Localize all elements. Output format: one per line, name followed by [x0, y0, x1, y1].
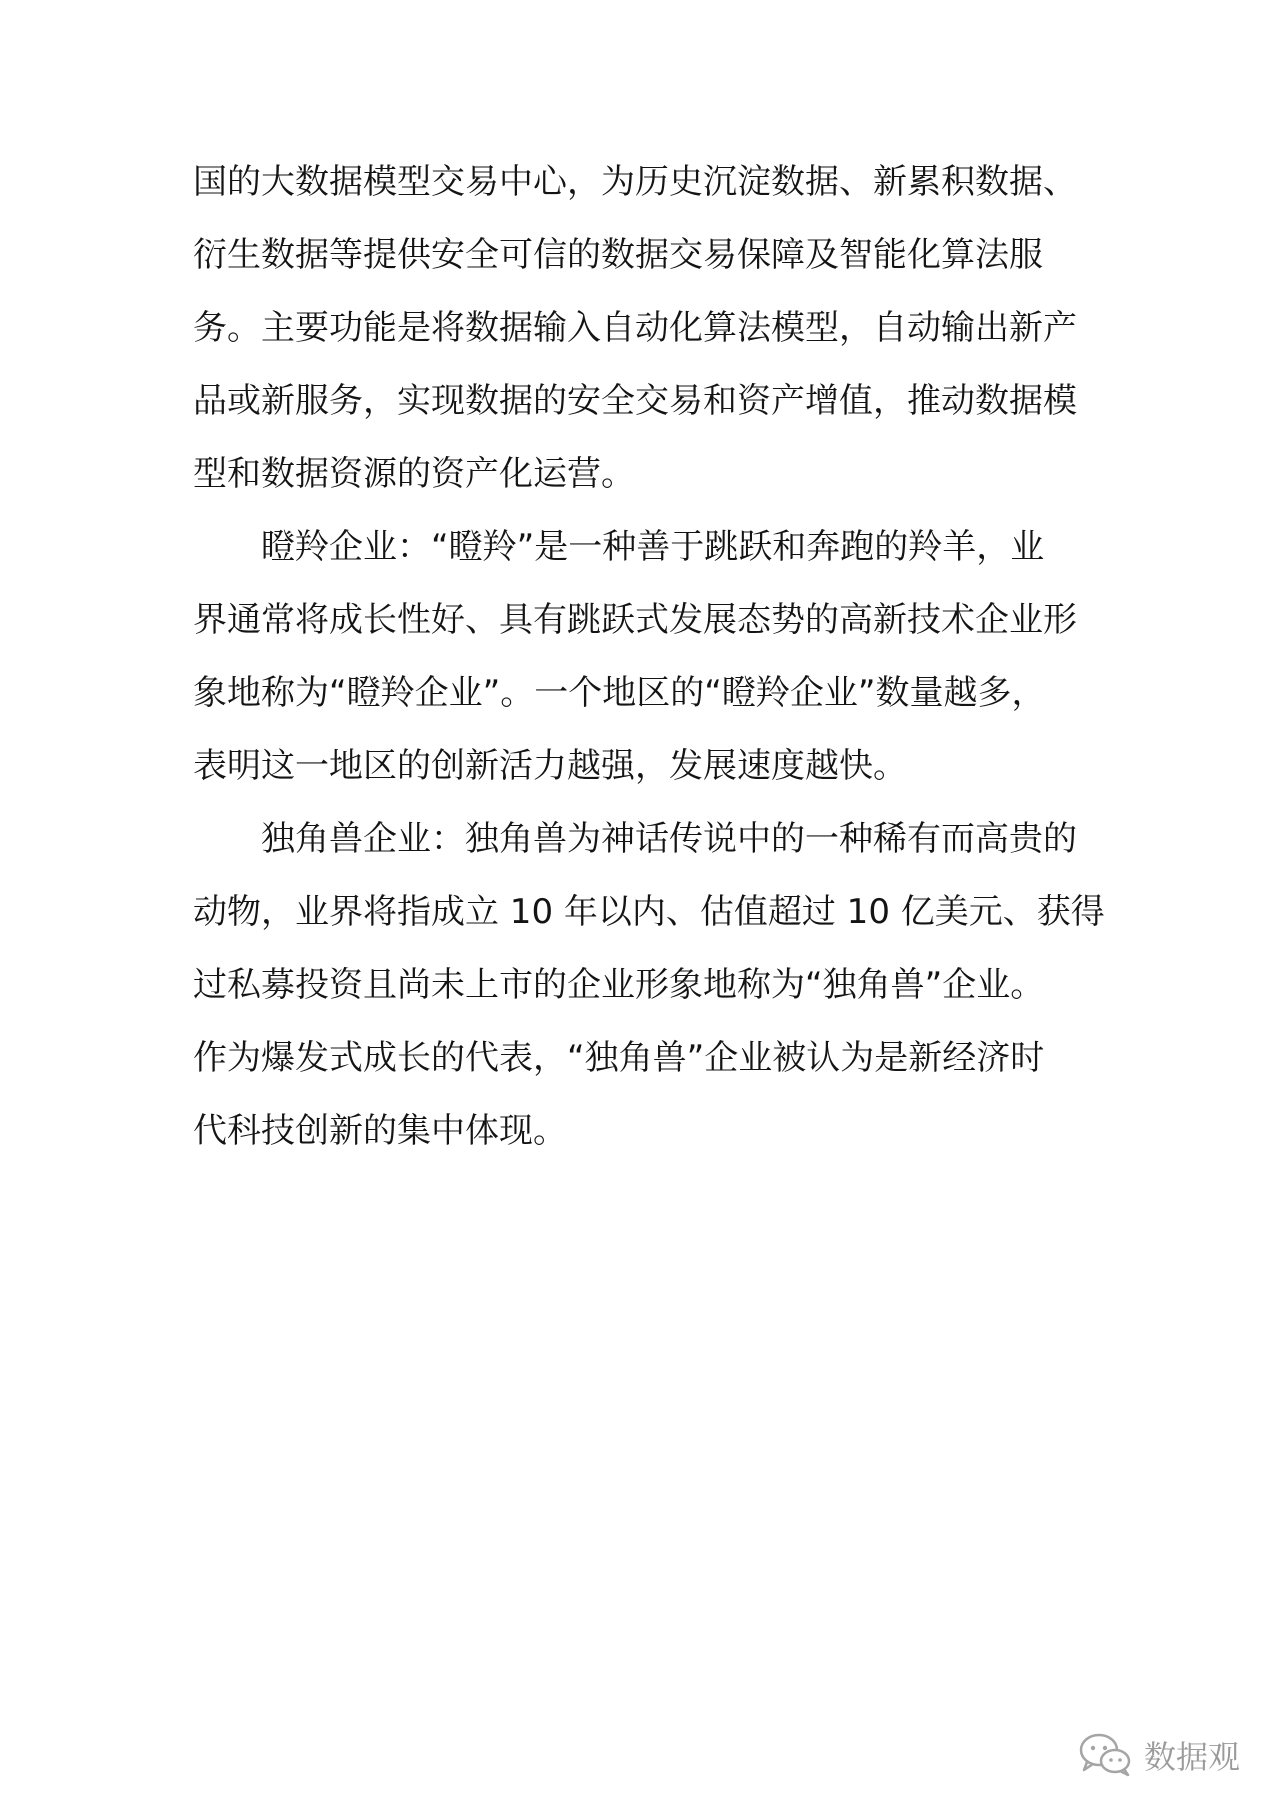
- wechat-icon: [1078, 1731, 1134, 1779]
- text-line: 独角兽企业：独角兽为神话传说中的一种稀有而高贵的: [261, 819, 1077, 859]
- text-line: 国的大数据模型交易中心，为历史沉淀数据、新累积数据、: [193, 162, 1077, 202]
- text-line: 象地称为“瞪羚企业”。一个地区的“瞪羚企业”数量越多，: [193, 673, 1046, 713]
- text-line: 型和数据资源的资产化运营。: [193, 454, 635, 494]
- paragraph-gazelle-enterprise: [193, 511, 1093, 803]
- text-line: 务。主要功能是将数据输入自动化算法模型，自动输出新产: [193, 308, 1077, 348]
- paragraph-unicorn-enterprise: [193, 803, 1105, 1168]
- watermark-text: 数据观: [1143, 1738, 1240, 1776]
- source-watermark: [1078, 1731, 1240, 1779]
- text-line: 界通常将成长性好、具有跳跃式发展态势的高新技术企业形: [193, 600, 1077, 640]
- text-line: 代科技创新的集中体现。: [193, 1111, 567, 1151]
- paragraph-continued: [193, 146, 1093, 511]
- text-line: 动物，业界将指成立 10 年以内、估值超过 10 亿美元、获得: [193, 892, 1105, 932]
- text-line: 过私募投资且尚未上市的企业形象地称为“独角兽”企业。: [193, 965, 1045, 1005]
- text-line: 品或新服务，实现数据的安全交易和资产增值，推动数据模: [193, 381, 1077, 421]
- text-line: 作为爆发式成长的代表，“独角兽”企业被认为是新经济时: [193, 1038, 1045, 1078]
- text-line: 瞪羚企业：“瞪羚”是一种善于跳跃和奔跑的羚羊，业: [261, 527, 1045, 567]
- document-body: [193, 146, 1105, 1168]
- text-line: 表明这一地区的创新活力越强，发展速度越快。: [193, 746, 907, 786]
- text-line: 衍生数据等提供安全可信的数据交易保障及智能化算法服: [193, 235, 1043, 275]
